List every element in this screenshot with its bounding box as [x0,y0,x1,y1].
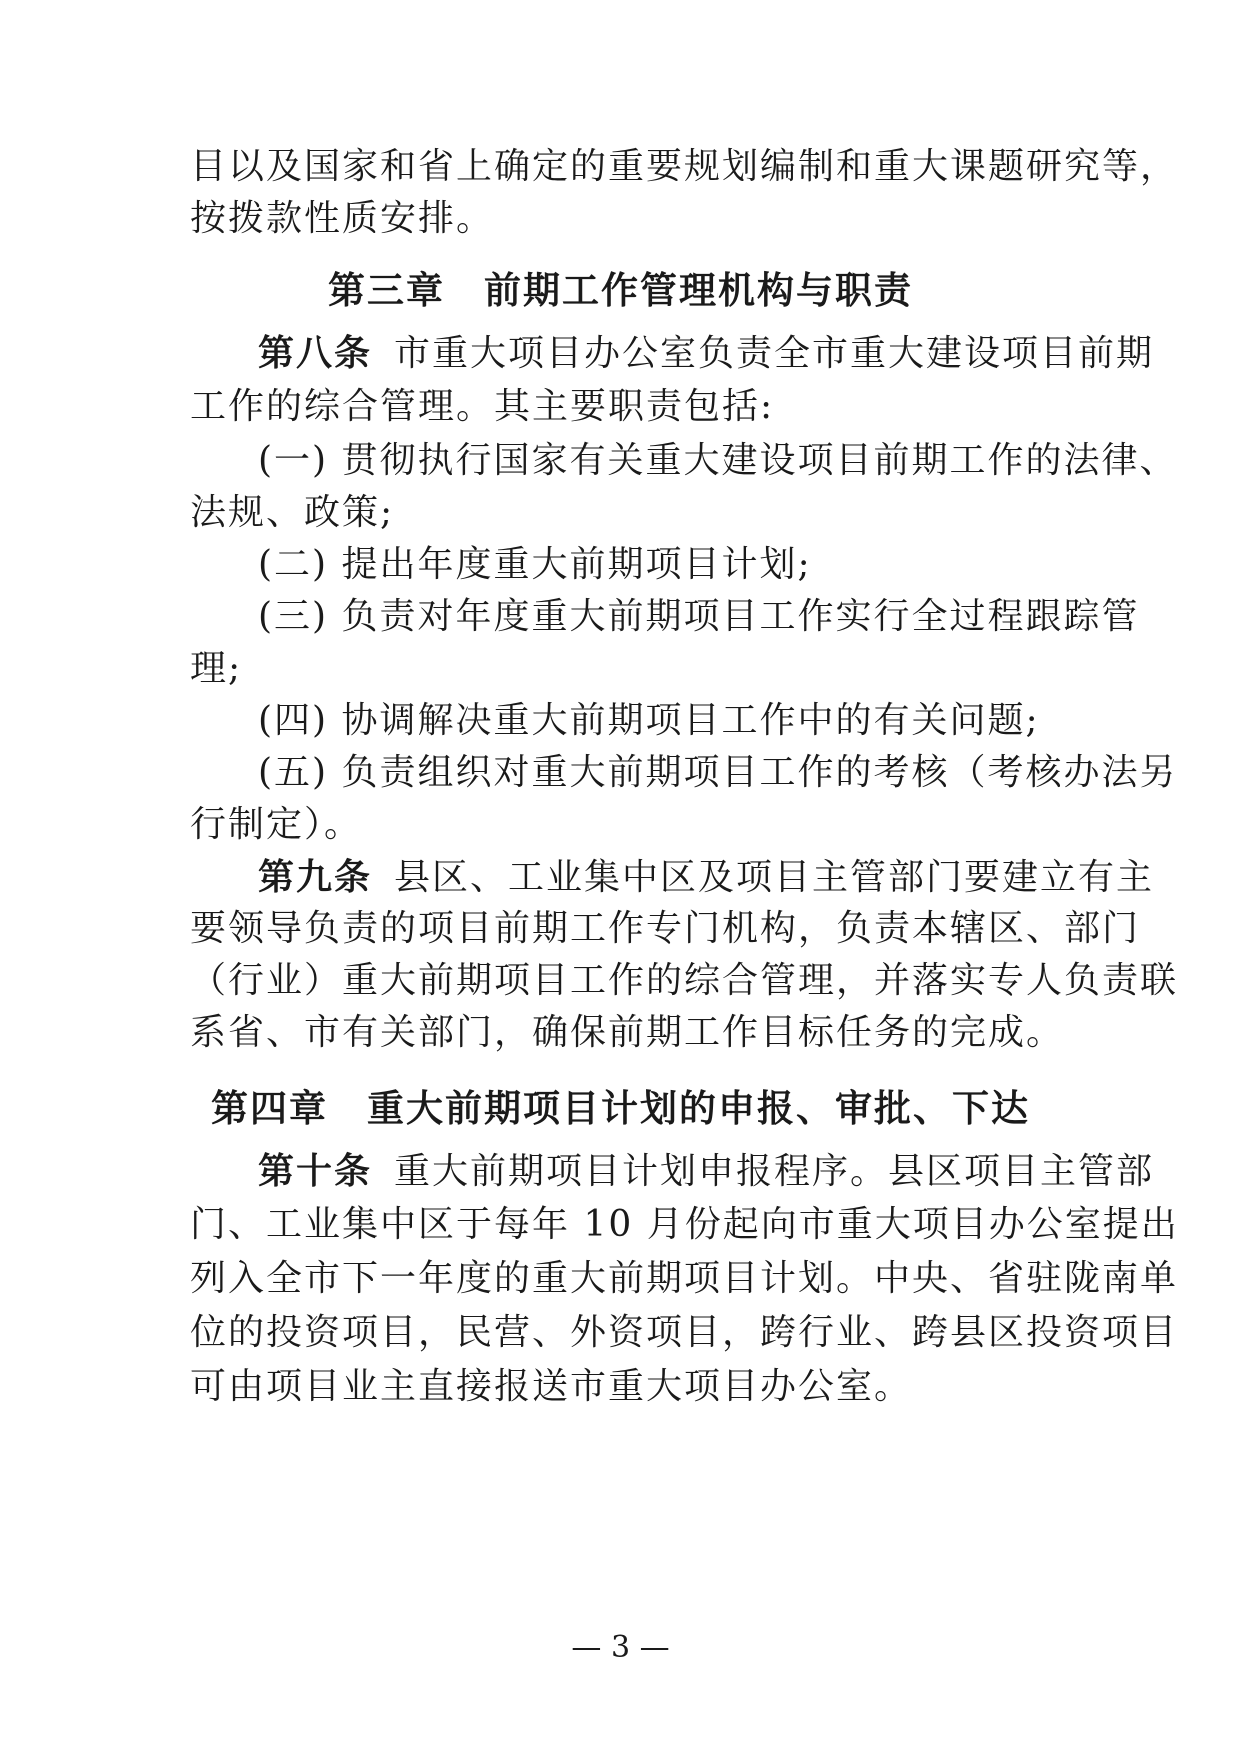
article-8-line-1 [258,324,1155,383]
chapter-3-heading: 第三章 前期工作管理机构与职责 [328,268,913,312]
article-10-line-1 [258,1142,1155,1201]
paragraph-line: 按拨款性质安排。 [190,198,495,239]
article-9-line-3: （行业）重大前期项目工作的综合管理，并落实专人负责联 [190,960,1179,1001]
article-8-line-2: 工作的综合管理。其主要职责包括: [190,386,775,427]
article-10-line-3: 列入全市下一年度的重大前期项目计划。中央、省驻陇南单 [190,1258,1179,1299]
article-8-item-2: (二) 提出年度重大前期项目计划; [258,544,812,585]
article-9-label: 第九条 [258,856,373,898]
paragraph-line: 目以及国家和省上确定的重要规划编制和重大课题研究等， [190,146,1179,187]
article-10-line-5: 可由项目业主直接报送市重大项目办公室。 [190,1366,913,1407]
article-8-item-5-cont: 行制定）。 [190,804,363,845]
article-10-line-2: 门、工业集中区于每年 10 月份起向市重大项目办公室提出 [190,1204,1179,1245]
article-9-line-2: 要领导负责的项目前期工作专门机构，负责本辖区、部门 [190,908,1141,949]
article-8-item-3: (三) 负责对年度重大前期项目工作实行全过程跟踪管 [258,596,1140,637]
article-8-label: 第八条 [258,332,373,374]
article-9-text: 县区、工业集中区及项目主管部门要建立有主 [394,857,1155,898]
article-8-item-4: (四) 协调解决重大前期项目工作中的有关问题; [258,700,1040,741]
article-8-text: 市重大项目办公室负责全市重大建设项目前期 [394,333,1155,374]
article-10-text: 重大前期项目计划申报程序。县区项目主管部 [394,1151,1155,1192]
article-10-label: 第十条 [258,1150,373,1192]
article-8-item-1-cont: 法规、政策; [190,492,395,533]
article-9-line-4: 系省、市有关部门，确保前期工作目标任务的完成。 [190,1012,1065,1053]
page-number: — 3 — [571,1630,670,1665]
chapter-4-heading: 第四章 重大前期项目计划的申报、审批、下达 [211,1086,1030,1130]
article-9-line-1 [258,848,1155,907]
article-8-item-3-cont: 理; [190,648,243,689]
article-8-item-5: (五) 负责组织对重大前期项目工作的考核（考核办法另 [258,752,1178,793]
article-8-item-1: (一) 贯彻执行国家有关重大建设项目前期工作的法律、 [258,440,1178,481]
article-10-line-4: 位的投资项目，民营、外资项目，跨行业、跨县区投资项目 [190,1312,1179,1353]
